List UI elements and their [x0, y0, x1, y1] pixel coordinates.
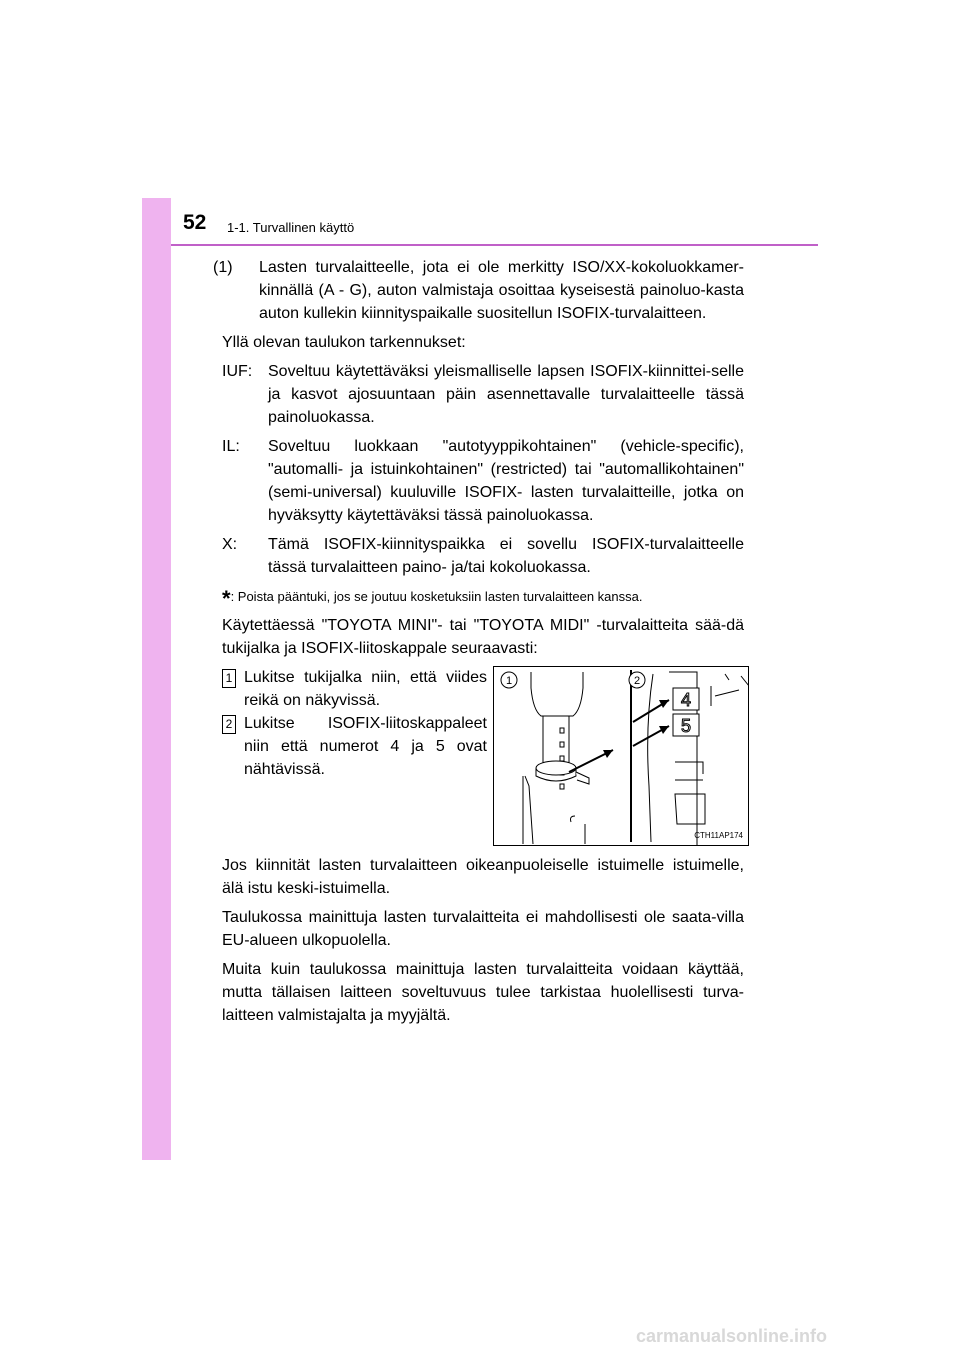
item-label: (1): [213, 259, 233, 276]
page-content: [213, 256, 744, 1033]
section-title: 1-1. Turvallinen käyttö: [227, 220, 355, 235]
definition-il: [213, 435, 744, 527]
leg-collar: [536, 761, 576, 775]
callout-1: 1: [505, 675, 513, 687]
step-section: [213, 666, 744, 850]
step-text: Lukitse ISOFIX-liitoskappaleet niin että numerot 4 ja 5 ovat nähtävissä.: [244, 715, 487, 778]
definition-text: Soveltuu käytettäväksi yleismalliselle lapsen ISOFIX-kiinnittei-selle ja kasvot ajosuuntaan päin asennettavalle turvalaitteelle tässä painoluokassa.: [268, 363, 744, 426]
page-number: 52: [183, 211, 207, 234]
footnote: [213, 585, 744, 610]
paragraph-2: Taulukossa mainittuja lasten turvalaitteita ei mahdollisesti ole saata-villa EU-alueen ulkopuolella.: [222, 909, 744, 949]
footnote-marker: *: [222, 586, 231, 611]
table-notes-heading: Yllä olevan taulukon tarkennukset:: [222, 334, 466, 351]
figure-code: CTH11AP174: [694, 831, 743, 840]
intro-paragraph: Käytettäessä "TOYOTA MINI"- tai "TOYOTA MIDI" -turvalaitteita sää-dä tukijalka ja ISOFIX-liitoskappale seuraavasti:: [222, 617, 744, 657]
definition-iuf: [213, 360, 744, 429]
connector-digit-4: 4: [680, 690, 692, 710]
item-1: [213, 256, 744, 325]
definition-label: IL:: [222, 438, 240, 455]
sidebar-tab: [142, 198, 171, 1160]
definition-label: IUF:: [222, 363, 253, 380]
header-rule: [171, 244, 818, 246]
definition-text: Tämä ISOFIX-kiinnityspaikka ei sovellu ISOFIX-turvalaitteelle tässä turvalaitteen paino- ja/tai kokoluokassa.: [268, 536, 744, 576]
leg-top: [531, 672, 583, 716]
isofix-illustration: [493, 666, 749, 846]
definition-label: X:: [222, 536, 238, 553]
callout-2: 2: [633, 675, 641, 687]
footnote-text: : Poista pääntuki, jos se joutuu kosketuksiin lasten turvalaitteen kanssa.: [230, 589, 643, 604]
item-text: Lasten turvalaitteelle, jota ei ole merkitty ISO/XX-kokoluokkamer-kinnällä (A - G), auton valmistaja osoittaa kyseisestä painoluo-kasta auton kullekin kiinnityspaikalle suositellun ISOFIX-turvalaitteen.: [259, 259, 744, 322]
step-number-box: 1: [222, 669, 236, 688]
paragraph-3: Muita kuin taulukossa mainittuja lasten turvalaitteita voidaan käyttää, mutta tällaisen laitteen soveltuvuus tulee tarkistaa huolellisesti turva-laitteen valmistajalta ja myyjältä.: [222, 961, 744, 1024]
watermark: carmanualsonline.info: [636, 1326, 828, 1346]
paragraph-1: Jos kiinnität lasten turvalaitteen oikeanpuoleiselle istuimelle istuimelle, älä istu keski-istuimella.: [222, 857, 744, 897]
step-text: Lukitse tukijalka niin, että viides reikä on näkyvissä.: [244, 669, 487, 709]
definition-text: Soveltuu luokkaan "autotyyppikohtainen" (vehicle-specific), "automalli- ja istuinkohtainen" (restricted) tai "automallikohtainen" (semi-universal) kuuluville ISOFIX- lasten turvalaitteille, jotka on hyväksytty käytettäväksi tässä painoluokassa.: [268, 438, 744, 524]
step-number-box: 2: [222, 715, 236, 734]
connector-digit-5: 5: [680, 716, 692, 736]
definition-x: [213, 533, 744, 579]
step-1: [222, 666, 487, 712]
step-2: [222, 712, 487, 781]
